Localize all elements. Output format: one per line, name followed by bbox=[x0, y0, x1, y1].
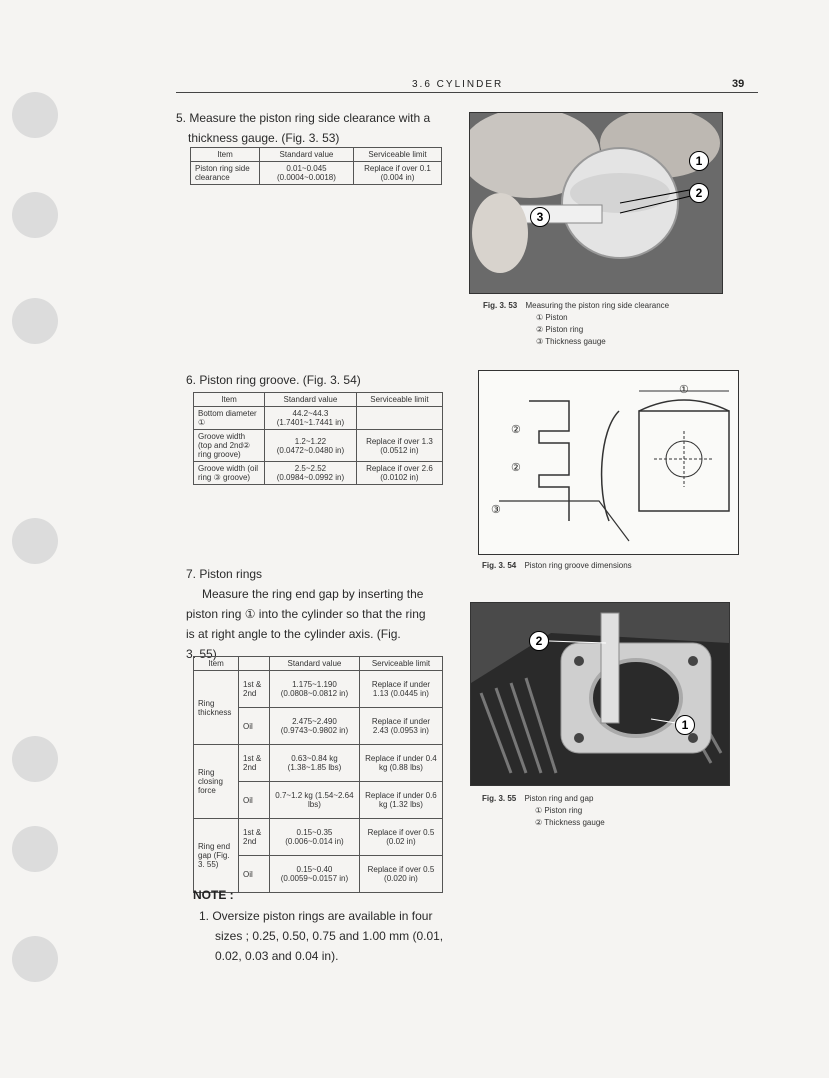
col-header: Standard value bbox=[265, 393, 357, 407]
fig55-item: ① Piston ring bbox=[535, 806, 583, 815]
cell-limit: Replace if over 0.1 (0.004 in) bbox=[353, 162, 441, 185]
cell-limit: Replace if under 2.43 (0.0953 in) bbox=[359, 708, 442, 745]
table-row bbox=[194, 407, 443, 430]
page-number: 39 bbox=[732, 78, 745, 90]
cell-item: Piston ring side clearance bbox=[191, 162, 260, 185]
table-row bbox=[194, 819, 443, 856]
step7-line: Measure the ring end gap by inserting the bbox=[202, 587, 424, 601]
col-header: Serviceable limit bbox=[353, 148, 441, 162]
note-heading: NOTE : bbox=[193, 888, 234, 902]
binder-hole bbox=[12, 518, 58, 564]
cell-item: Ring thickness bbox=[194, 671, 239, 745]
step7-text bbox=[186, 564, 448, 664]
fig55-label: Fig. 3. 55 bbox=[482, 794, 517, 803]
step5-line: thickness gauge. (Fig. 3. 53) bbox=[188, 131, 340, 145]
step6-text: 6. Piston ring groove. (Fig. 3. 54) bbox=[186, 373, 361, 387]
ring-groove-table bbox=[193, 392, 443, 485]
col-header bbox=[239, 657, 270, 671]
cell-standard: 0.15~0.35 (0.006~0.014 in) bbox=[270, 819, 360, 856]
col-header: Standard value bbox=[270, 657, 360, 671]
cell-standard: 2.5~2.52 (0.0984~0.0992 in) bbox=[265, 462, 357, 485]
cylinder-gauge-illustration bbox=[471, 603, 729, 785]
note-block bbox=[193, 888, 463, 966]
cell-standard: 0.63~0.84 kg (1.38~1.85 lbs) bbox=[270, 745, 360, 782]
step7-heading: 7. Piston rings bbox=[186, 567, 263, 581]
cell-sub: 1st & 2nd bbox=[239, 671, 270, 708]
cell-item: Ring closing force bbox=[194, 745, 239, 819]
binder-hole bbox=[12, 298, 58, 344]
table-row bbox=[194, 462, 443, 485]
cell-item: Groove width (top and 2nd② ring groove) bbox=[194, 430, 265, 462]
callout-piston: 1 bbox=[689, 151, 709, 171]
cell-item: Ring end gap (Fig. 3. 55) bbox=[194, 819, 239, 893]
fig55-title: Piston ring and gap bbox=[524, 794, 594, 803]
fig54-title: Piston ring groove dimensions bbox=[524, 561, 632, 570]
table-row bbox=[194, 430, 443, 462]
cell-standard: 44.2~44.3 (1.7401~1.7441 in) bbox=[265, 407, 357, 430]
step7-line: is at right angle to the cylinder axis. (Fig. bbox=[186, 627, 401, 641]
note-line: sizes ; 0.25, 0.50, 0.75 and 1.00 mm (0.01, bbox=[215, 929, 444, 943]
cell-standard: 0.7~1.2 kg (1.54~2.64 lbs) bbox=[270, 782, 360, 819]
cell-standard: 0.15~0.40 (0.0059~0.0157 in) bbox=[270, 856, 360, 893]
table-row bbox=[194, 745, 443, 782]
fig53-item: ③ Thickness gauge bbox=[536, 337, 606, 346]
dim-label: ① bbox=[679, 384, 689, 396]
fig53-caption bbox=[483, 300, 723, 348]
note-line: 0.02, 0.03 and 0.04 in). bbox=[215, 949, 339, 963]
dim-label: ② bbox=[511, 424, 521, 436]
table-row bbox=[194, 671, 443, 708]
cell-limit: Replace if over 0.5 (0.02 in) bbox=[359, 819, 442, 856]
cell-standard: 2.475~2.490 (0.9743~0.9802 in) bbox=[270, 708, 360, 745]
callout-gauge: 2 bbox=[529, 631, 549, 651]
cell-sub: Oil bbox=[239, 708, 270, 745]
side-clearance-table bbox=[190, 147, 442, 185]
cell-sub: 1st & 2nd bbox=[239, 819, 270, 856]
cell-sub: Oil bbox=[239, 782, 270, 819]
step7-line: 3. 55) bbox=[186, 647, 217, 661]
binder-hole bbox=[12, 936, 58, 982]
binder-hole bbox=[12, 92, 58, 138]
fig53-item: ① Piston bbox=[536, 313, 568, 322]
cell-sub: Oil bbox=[239, 856, 270, 893]
cell-limit: Replace if under 0.6 kg (1.32 lbs) bbox=[359, 782, 442, 819]
fig54-label: Fig. 3. 54 bbox=[482, 561, 517, 570]
dim-label: ② bbox=[511, 462, 521, 474]
fig55-item: ② Thickness gauge bbox=[535, 818, 605, 827]
fig54-caption bbox=[482, 560, 632, 572]
binder-hole bbox=[12, 192, 58, 238]
note-line: 1. Oversize piston rings are available in four bbox=[199, 909, 433, 923]
cell-limit: Replace if under 1.13 (0.0445 in) bbox=[359, 671, 442, 708]
fig53-item: ② Piston ring bbox=[536, 325, 584, 334]
cell-limit: Replace if over 1.3 (0.0512 in) bbox=[356, 430, 442, 462]
piston-gauge-illustration bbox=[470, 113, 722, 293]
cell-standard: 1.175~1.190 (0.0808~0.0812 in) bbox=[270, 671, 360, 708]
binder-hole bbox=[12, 826, 58, 872]
fig53-label: Fig. 3. 53 bbox=[483, 301, 518, 310]
col-header: Item bbox=[194, 657, 239, 671]
cell-standard: 0.01~0.045 (0.0004~0.0018) bbox=[260, 162, 354, 185]
cell-item: Bottom diameter ① bbox=[194, 407, 265, 430]
cell-item: Groove width (oil ring ③ groove) bbox=[194, 462, 265, 485]
fig55-photo bbox=[470, 602, 730, 786]
callout-ring: 1 bbox=[675, 715, 695, 735]
col-header: Standard value bbox=[260, 148, 354, 162]
callout-ring: 2 bbox=[689, 183, 709, 203]
piston-ring-table bbox=[193, 656, 443, 893]
callout-gauge: 3 bbox=[530, 207, 550, 227]
binder-hole bbox=[12, 736, 58, 782]
cell-limit: Replace if over 2.6 (0.0102 in) bbox=[356, 462, 442, 485]
fig53-title: Measuring the piston ring side clearance bbox=[525, 301, 670, 310]
fig54-diagram bbox=[478, 370, 739, 555]
dim-label: ③ bbox=[491, 504, 501, 516]
section-title: 3.6 CYLINDER bbox=[412, 79, 504, 90]
col-header: Item bbox=[191, 148, 260, 162]
fig53-photo bbox=[469, 112, 723, 294]
step5-text bbox=[176, 108, 466, 148]
cell-limit bbox=[356, 407, 442, 430]
col-header: Serviceable limit bbox=[356, 393, 442, 407]
step5-line: 5. Measure the piston ring side clearance with a bbox=[176, 111, 431, 125]
cell-limit: Replace if under 0.4 kg (0.88 lbs) bbox=[359, 745, 442, 782]
cell-limit: Replace if over 0.5 (0.020 in) bbox=[359, 856, 442, 893]
fig55-caption bbox=[482, 793, 722, 829]
step7-line: piston ring ① into the cylinder so that the ring bbox=[186, 607, 426, 621]
col-header: Item bbox=[194, 393, 265, 407]
cell-sub: 1st & 2nd bbox=[239, 745, 270, 782]
cell-standard: 1.2~1.22 (0.0472~0.0480 in) bbox=[265, 430, 357, 462]
header-rule bbox=[176, 92, 758, 93]
col-header: Serviceable limit bbox=[359, 657, 442, 671]
